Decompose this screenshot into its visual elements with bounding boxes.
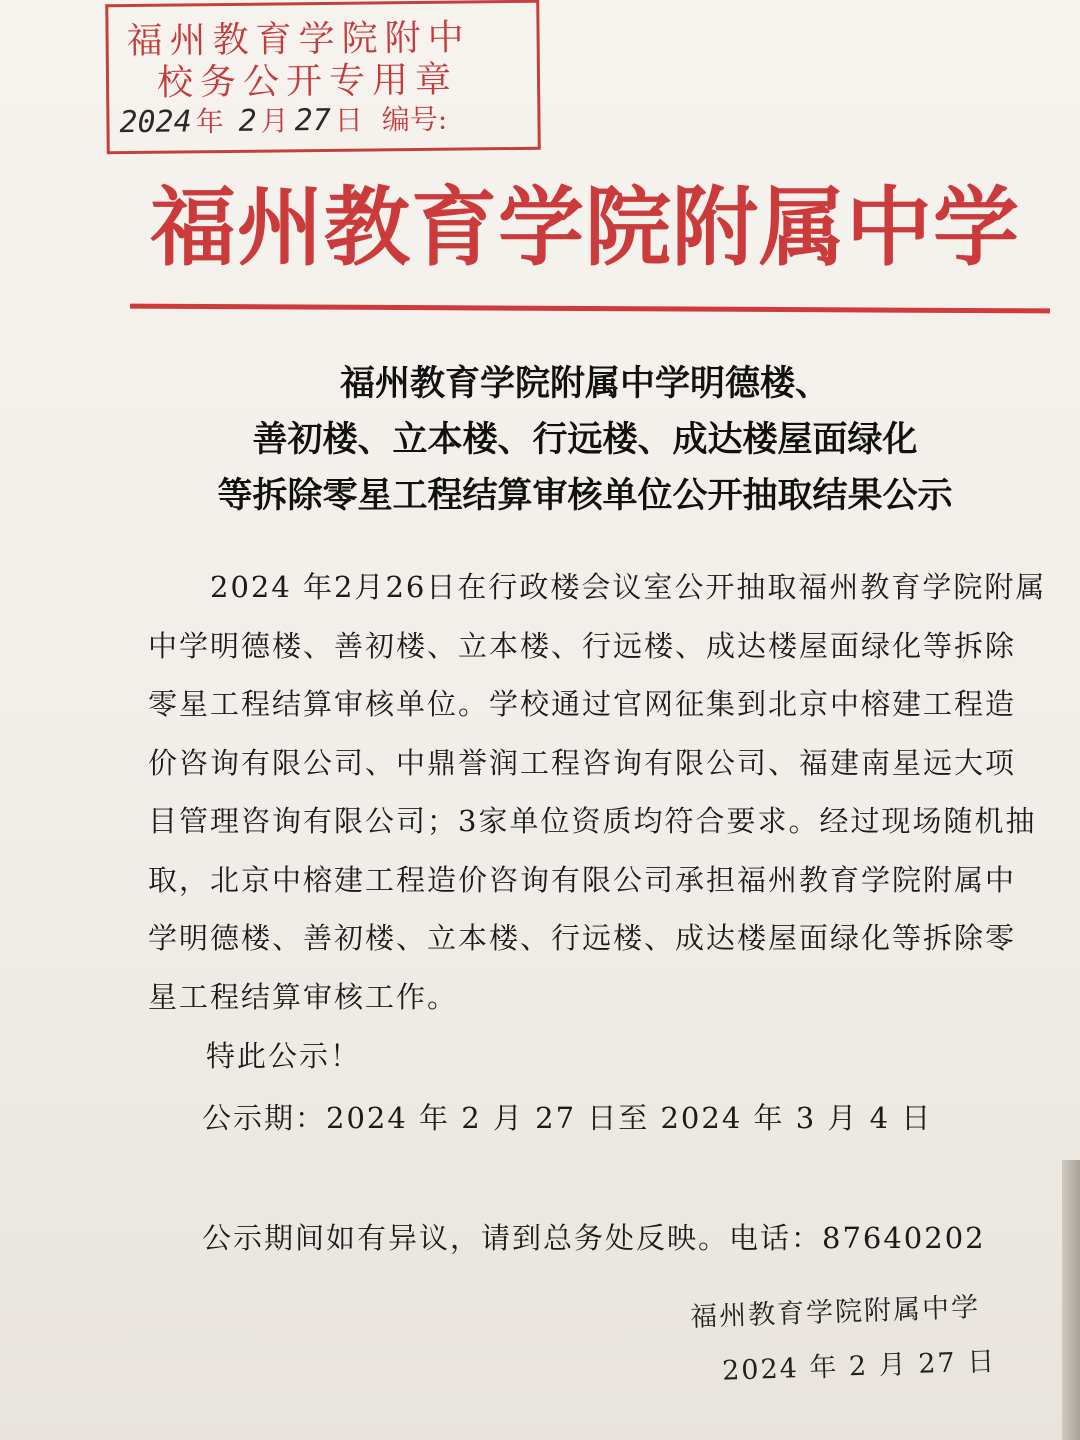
masthead-org-name: 福州教育学院附属中学 bbox=[150, 177, 1020, 278]
title-line: 等拆除零星工程结算审核单位公开抽取结果公示 bbox=[217, 476, 953, 516]
closing-statement: 特此公示！ bbox=[206, 1039, 362, 1073]
signature-date: 2024 年 2 月 27 日 bbox=[721, 1346, 997, 1387]
stamp-line-1: 福州教育学院附中 bbox=[126, 17, 471, 63]
page-edge-shadow bbox=[1062, 1160, 1080, 1440]
body-line: 目管理咨询有限公司；3家单位资质均符合要求。经过现场随机抽 bbox=[148, 804, 1037, 838]
body-line: 零星工程结算审核单位。学校通过官网征集到北京中榕建工程造 bbox=[148, 687, 1017, 721]
body-line: 价咨询有限公司、中鼎誉润工程咨询有限公司、福建南星远大项 bbox=[148, 745, 1017, 780]
signature-org: 福州教育学院附属中学 bbox=[689, 1291, 981, 1334]
body-line: 取，北京中榕建工程造价咨询有限公司承担福州教育学院附属中 bbox=[148, 862, 1017, 897]
masthead-divider bbox=[130, 304, 1050, 314]
title-line: 善初楼、立本楼、行远楼、成达楼屋面绿化 bbox=[252, 420, 918, 460]
body-line: 中学明德楼、善初楼、立本楼、行远楼、成达楼屋面绿化等拆除 bbox=[148, 628, 1017, 663]
stamp-day-handwritten: 27 bbox=[294, 102, 332, 139]
stamp-month-label: 月 bbox=[260, 104, 289, 138]
stamp-day-label: 日 bbox=[334, 103, 364, 137]
official-stamp bbox=[105, 0, 541, 154]
stamp-month-handwritten: 2 bbox=[238, 103, 257, 139]
stamp-year-label: 年 bbox=[195, 105, 224, 139]
document-body bbox=[148, 558, 1047, 1026]
contact-info: 公示期间如有异议，请到总务处反映。电话：87640202 bbox=[202, 1221, 986, 1255]
stamp-line-2: 校务公开专用章 bbox=[156, 59, 459, 104]
stamp-year-handwritten: 2024 bbox=[119, 104, 192, 141]
body-line: 星工程结算审核工作。 bbox=[148, 979, 459, 1014]
body-line: 学明德楼、善初楼、立本楼、行远楼、成达楼屋面绿化等拆除零 bbox=[148, 921, 1017, 955]
document-title bbox=[130, 356, 1040, 524]
stamp-date-row bbox=[119, 98, 453, 141]
stamp-number-label: 编号: bbox=[381, 102, 448, 137]
body-line: 2024 年2月26日在行政楼会议室公开抽取福州教育学院附属 bbox=[210, 570, 1047, 604]
title-line: 福州教育学院附属中学明德楼、 bbox=[339, 364, 830, 404]
notice-period: 公示期：2024 年 2 月 27 日至 2024 年 3 月 4 日 bbox=[202, 1101, 933, 1135]
